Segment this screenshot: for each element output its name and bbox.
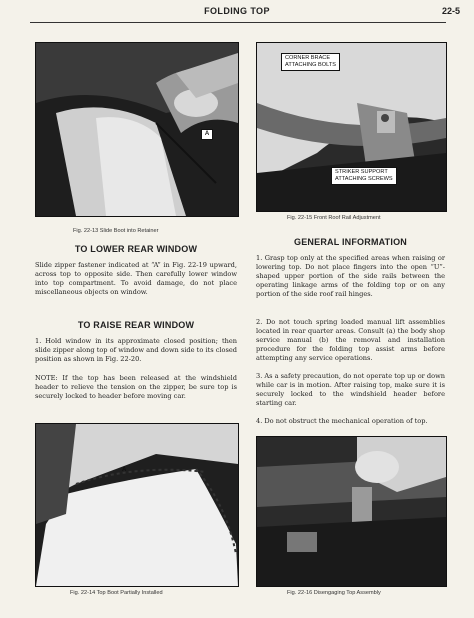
lower-rear-window-text: Slide zipper fastener indicated at “A” in Fig. 22-19 upward, across top to opposite side. Then carefully lower window into top compartment. To avoid damage, do not place miscellaneous objects on window. — [35, 261, 237, 297]
figure-22-14-photo — [35, 423, 239, 587]
figure-22-14-marker: A — [122, 467, 127, 473]
figure-22-16-caption: Fig. 22-16 Disengaging Top Assembly — [287, 590, 381, 596]
figure-22-13-caption: Fig. 22-13 Slide Boot into Retainer — [73, 228, 159, 234]
page-header-title: FOLDING TOP — [204, 6, 270, 16]
figure-22-13-marker: A — [201, 129, 213, 140]
top-boot-illustration — [36, 424, 238, 586]
striker-support-callout: STRIKER SUPPORT ATTACHING SCREWS — [331, 167, 397, 185]
general-item-1: 1. Grasp top only at the specified areas when raising or lowering top. Do not place fingers into the open “U”-shaped upper portion of the side rails between the operating linkage arms of the folding top or on any portion of the side roof rail hinges. — [256, 254, 445, 299]
lower-rear-window-heading: TO LOWER REAR WINDOW — [74, 244, 198, 254]
figure-22-14-caption: Fig. 22-14 Top Boot Partially Installed — [70, 590, 163, 596]
general-item-4: 4. Do not obstruct the mechanical operation of top. — [256, 417, 428, 425]
raise-note: NOTE: If the top has been released at the windshield header to relieve the tension on the zipper, be sure top is securely locked to header before moving car. — [35, 374, 237, 401]
general-item-3: 3. As a safety precaution, do not operate top up or down while car is in motion. After raising top, make sure it is securely locked to the windshield header before starting car. — [256, 372, 445, 408]
figure-22-15-caption: Fig. 22-15 Front Roof Rail Adjustment — [287, 215, 381, 221]
general-information-heading: GENERAL INFORMATION — [294, 237, 407, 247]
figure-22-13-photo — [35, 42, 239, 217]
disengaging-top-illustration — [257, 437, 446, 586]
corner-brace-callout: CORNER BRACE ATTACHING BOLTS — [281, 53, 340, 71]
header-rule — [30, 22, 446, 23]
raise-step-1: 1. Hold window in its approximate closed position; then slide zipper along top of window and down side to its closed position as shown in Fig. 22-20. — [35, 337, 237, 364]
figure-22-15-photo — [256, 42, 447, 212]
page-number: 22-5 — [441, 6, 460, 16]
general-item-2: 2. Do not touch spring loaded manual lift assemblies located in rear quarter areas. Consult (a) the body shop service manual (b) the removal and installation procedure for the folding top assist arms before attempting any service operations. — [256, 318, 445, 363]
figure-22-16-photo — [256, 436, 447, 587]
raise-rear-window-heading: TO RAISE REAR WINDOW — [77, 320, 195, 330]
